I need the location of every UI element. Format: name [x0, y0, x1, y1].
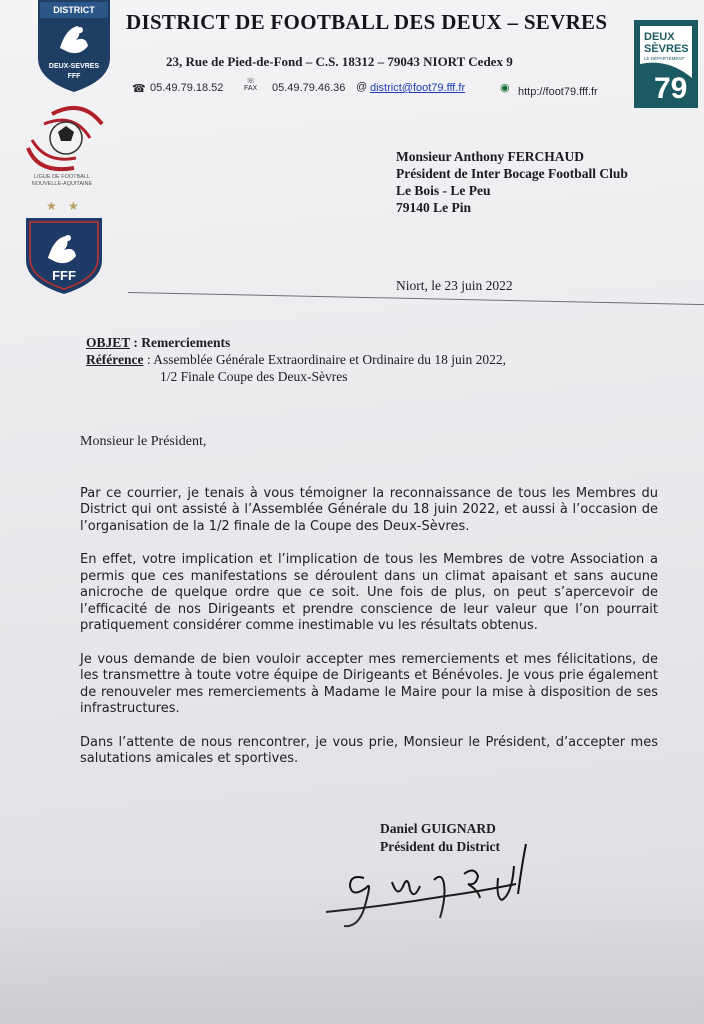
- objet-label: OBJET: [86, 335, 131, 350]
- globe-icon: ◉: [500, 82, 510, 94]
- recipient-address-line1: Le Bois - Le Peu: [396, 183, 491, 198]
- reference-label: Référence: [86, 352, 144, 367]
- paragraph-4: Dans l’attente de nous rencontrer, je vous prie, Monsieur le Président, d’accepter mes salutations amicales et sportives.: [80, 734, 658, 766]
- reference-value: : Assemblée Générale Extraordinaire et Ordinaire du 18 juin 2022,: [143, 352, 506, 367]
- recipient-title: Président de Inter Bocage Football Club: [396, 166, 628, 181]
- district-logo-top: DISTRICT: [53, 5, 95, 15]
- department-logo-line2: SÈVRES: [644, 43, 689, 55]
- ligue-logo: [22, 102, 106, 198]
- fax-label: FAX: [244, 85, 258, 92]
- letter-body: [80, 434, 658, 785]
- department-logo-line1: DEUX: [644, 31, 675, 43]
- fff-logo: [24, 198, 104, 294]
- letterhead-address: 23, Rue de Pied-de-Fond – C.S. 18312 – 79043 NIORT Cedex 9: [166, 54, 513, 69]
- district-logo: [36, 0, 112, 92]
- signatory-name: Daniel GUIGNARD: [380, 821, 496, 836]
- recipient-block: [396, 148, 628, 216]
- ligue-logo-line2: NOUVELLE-AQUITAINE: [31, 181, 93, 187]
- email-link[interactable]: district@foot79.fff.fr: [370, 82, 466, 94]
- signatory-role: Président du District: [380, 839, 500, 854]
- letter-date: Niort, le 23 juin 2022: [396, 278, 513, 293]
- department-logo-line3: LE DÉPARTEMENT: [644, 56, 685, 61]
- letterhead-title: DISTRICT DE FOOTBALL DES DEUX – SEVRES: [126, 10, 608, 34]
- svg-text:★: ★: [46, 199, 57, 213]
- photo-shadow: [0, 880, 704, 1024]
- department-logo-number: 79: [654, 72, 688, 105]
- phone-icon: ☎: [132, 83, 146, 95]
- at-icon: @: [356, 81, 368, 93]
- reference-line2: 1/2 Finale Coupe des Deux-Sèvres: [160, 369, 348, 384]
- paragraph-2: En effet, votre implication et l’implication de tous les Membres de votre Association a permis que ces manifestations se déroulent dans un climat apaisant et sans aucune anicroche de quelque ordre que ce soit. Une fois de plus, on peut s’apercevoir de l’efficacité de nos Dirigeants et prendre conscience de leur valeur que l’on pourrait pratiquement considérer comme inestimable vu les résultats obtenus.: [80, 552, 658, 633]
- salutation: Monsieur le Président,: [80, 434, 207, 449]
- website-link[interactable]: http://foot79.fff.fr: [518, 86, 598, 98]
- ligue-logo-line1: LIGUE DE FOOTBALL: [34, 174, 90, 180]
- paragraph-3: Je vous demande de bien vouloir accepter mes remerciements et mes félicitations, de les transmettre à toute votre équipe de Dirigeants et Bénévoles. Je vous prie également de renouveler mes remerciements à Madame le Maire pour la mise à disposition de ses infrastructures.: [80, 651, 658, 716]
- recipient-name: Monsieur Anthony FERCHAUD: [396, 149, 585, 164]
- svg-text:★: ★: [68, 199, 79, 213]
- fax-number: 05.49.79.46.36: [272, 82, 346, 94]
- district-logo-fff: FFF: [67, 73, 81, 80]
- fax-icon: ☏ FAX: [244, 78, 258, 92]
- contact-row: [132, 78, 652, 100]
- objet-value: : Remerciements: [130, 335, 231, 350]
- fff-logo-text: FFF: [52, 268, 76, 283]
- paragraph-1: Par ce courrier, je tenais à vous témoigner la reconnaissance de tous les Membres du District qui ont assisté à l’Assemblée Générale du 18 juin 2022, et aussi à l’occasion de l’organisation de la 1/2 finale de la Coupe des Deux-Sèvres.: [80, 485, 658, 534]
- recipient-address-line2: 79140 Le Pin: [396, 200, 472, 215]
- district-logo-bottom: DEUX-SEVRES: [48, 63, 100, 70]
- subject-block: [86, 334, 506, 385]
- phone-number: 05.49.79.18.52: [150, 82, 224, 94]
